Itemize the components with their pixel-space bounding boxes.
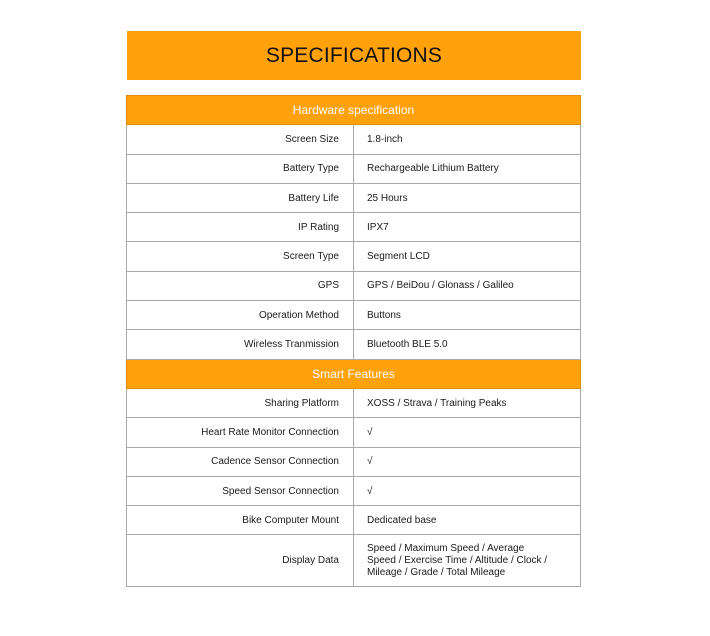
spec-value: Segment LCD — [354, 242, 581, 271]
table-row — [127, 301, 581, 330]
spec-value: 1.8-inch — [354, 125, 581, 154]
section-heading: Hardware specification — [127, 96, 581, 125]
table-row — [127, 271, 581, 300]
spec-label: Battery Type — [127, 154, 354, 183]
table-row — [127, 388, 581, 417]
spec-label: GPS — [127, 271, 354, 300]
spec-label: Cadence Sensor Connection — [127, 447, 354, 476]
spec-value: √ — [354, 447, 581, 476]
spec-value: 25 Hours — [354, 183, 581, 212]
table-row — [127, 154, 581, 183]
spec-value: GPS / BeiDou / Glonass / Galileo — [354, 271, 581, 300]
table-row — [127, 330, 581, 359]
table-row — [127, 447, 581, 476]
section-heading: Smart Features — [127, 359, 581, 388]
page-title: SPECIFICATIONS — [127, 31, 581, 80]
spec-label: Speed Sensor Connection — [127, 476, 354, 505]
spec-label: Operation Method — [127, 301, 354, 330]
spec-label: Heart Rate Monitor Connection — [127, 418, 354, 447]
spec-label: Screen Size — [127, 125, 354, 154]
spec-value: Speed / Maximum Speed / Average Speed / Exercise Time / Altitude / Clock / Mileage / Grade / Total Mileage — [354, 535, 581, 587]
table-row — [127, 183, 581, 212]
spec-label: Battery Life — [127, 183, 354, 212]
table-row — [127, 506, 581, 535]
table-row — [127, 125, 581, 154]
table-row — [127, 535, 581, 587]
spec-value: Rechargeable Lithium Battery — [354, 154, 581, 183]
table-row — [127, 213, 581, 242]
table-row — [127, 418, 581, 447]
table-row — [127, 476, 581, 505]
spec-value: √ — [354, 476, 581, 505]
spec-label: Display Data — [127, 535, 354, 587]
spec-value: √ — [354, 418, 581, 447]
section-header-smart-features — [127, 359, 581, 388]
spec-value: Bluetooth BLE 5.0 — [354, 330, 581, 359]
spec-value: XOSS / Strava / Training Peaks — [354, 388, 581, 417]
spec-table — [126, 95, 581, 587]
spec-label: IP Rating — [127, 213, 354, 242]
section-header-hardware — [127, 96, 581, 125]
spec-value: IPX7 — [354, 213, 581, 242]
spec-value: Dedicated base — [354, 506, 581, 535]
spec-label: Screen Type — [127, 242, 354, 271]
table-row — [127, 242, 581, 271]
spec-label: Bike Computer Mount — [127, 506, 354, 535]
spec-label: Sharing Platform — [127, 388, 354, 417]
spec-label: Wireless Tranmission — [127, 330, 354, 359]
spec-value: Buttons — [354, 301, 581, 330]
